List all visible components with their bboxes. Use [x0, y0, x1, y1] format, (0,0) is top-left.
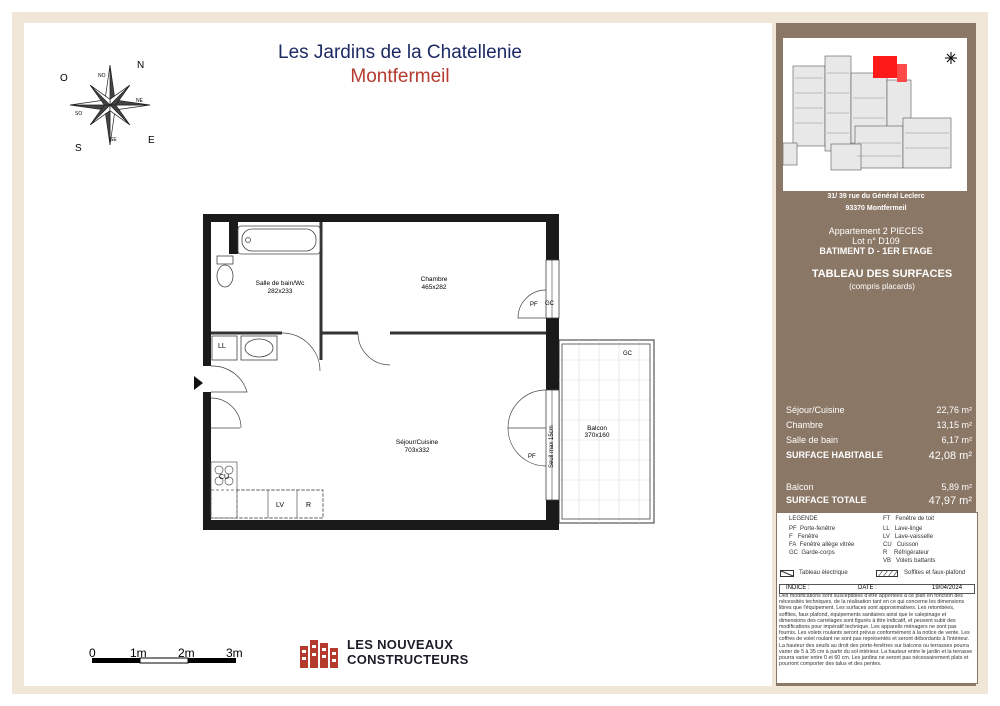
balcony-dims: 370x160 — [584, 432, 610, 439]
compass-ne: NE — [136, 98, 143, 104]
scale-label: 1m — [130, 646, 147, 660]
scale-label: 3m — [226, 646, 243, 660]
apartment-building: BATIMENT D - 1ER ETAGE — [819, 246, 933, 256]
surface-row-value: 22,76 m² — [936, 405, 972, 415]
balcony-label: Balcon — [587, 425, 607, 432]
surface-row — [786, 420, 972, 430]
index-label: INDICE : — [786, 585, 810, 591]
pf-label-bedroom: PF — [530, 302, 538, 308]
surface-habitable-value: 42,08 m² — [928, 450, 972, 462]
apartment-type: Appartement 2 PIECES — [828, 226, 924, 236]
legend-soffites: Soffites et faux-plafond — [904, 570, 966, 576]
apartment-lot: Lot n° D109 — [852, 236, 900, 246]
legend-text: Fenêtre allège vitrée — [799, 542, 855, 548]
surface-row-label: Séjour/Cuisine — [786, 405, 845, 415]
r-label: R — [306, 502, 312, 509]
surface-row — [786, 405, 972, 415]
legend-code: PF — [789, 526, 797, 532]
surfaces-title: TABLEAU DES SURFACES — [811, 268, 953, 280]
bathroom-dims: 282x233 — [267, 288, 293, 295]
surface-balcon-row — [786, 482, 972, 492]
date-value: 19/04/2024 — [932, 585, 963, 591]
date-label: DATE : — [858, 585, 877, 591]
project-title: Les Jardins de la Chatellenie — [278, 42, 522, 63]
legend-code: R — [883, 550, 888, 556]
surface-total-row — [786, 495, 972, 505]
legend-title: LEGENDE — [789, 516, 818, 522]
surface-balcon-value: 5,89 m² — [941, 482, 972, 492]
gc-label-balcony: GC — [623, 351, 632, 357]
gc-label-bedroom: GC — [545, 301, 554, 307]
legend-text: Cuisson — [896, 542, 919, 548]
legend-code: FT — [883, 516, 891, 522]
brand-logo-icon — [300, 638, 344, 668]
compass-n: N — [137, 60, 145, 71]
compass-se: SE — [110, 137, 117, 143]
legend-text: Fenêtre — [797, 534, 819, 540]
compass-s: S — [75, 143, 82, 154]
legend-text: Volets battants — [896, 558, 936, 564]
threshold-label: Seuil max 15cm — [549, 425, 555, 468]
compass-so: SO — [75, 111, 83, 117]
disclaimer-notes: Des modifications sont susceptibles d'être apportées à ce plan en fonction des nécessités techniques, de la réalisation tant en ce qui concerne les dimensions libres que l'équipement. Les surfaces sont approximatives. Les retombées, soffites, faux plafond, équipements sanitaires ainsi que le calepinage et dimensions des carrelages sont figurés à titre indicatif, et peuvent subir des modifications pour impératif technique. Les appareils ménagers ne sont pas fournis. Les volets roulants seront prévus conformément à la notice de vente. Les coffres de volet roulant ne sont pas représentés et seront débordants à l'intérieur. La hauteur des seuils au droit des porte-fenêtres sur balcons ou terrasses pourra varier de 5 à 35 cm à partir du sol intérieur. La hauteur entre le jardin et la terrasse pourra varier entre 0 et 60 cm. Les jardins ne seront pas nécessairement plats et pourront comporter des talus et des pentes. — [779, 593, 973, 668]
surface-total-value: 47,97 m² — [928, 495, 972, 507]
surface-row-label: Salle de bain — [786, 435, 839, 445]
surface-row-value: 6,17 m² — [941, 435, 972, 445]
compass-o: O — [60, 73, 68, 84]
pf-label-living: PF — [528, 454, 536, 460]
surface-habitable-row — [786, 450, 972, 460]
legend-text: Fenêtre de toit — [895, 516, 935, 522]
building-map — [783, 38, 967, 191]
bathroom-label: Salle de bain/Wc — [255, 280, 305, 287]
legend-code: LL — [883, 526, 890, 532]
brand-line1: LES NOUVEAUX — [347, 637, 454, 652]
legend-code: GC — [789, 550, 798, 556]
scale-label: 2m — [178, 646, 195, 660]
legend-code: VB — [883, 558, 892, 564]
ll-label: LL — [218, 343, 226, 350]
project-city: Montfermeil — [350, 66, 450, 87]
apartment-highlight — [873, 56, 897, 78]
surfaces-subtitle: (compris placards) — [849, 282, 915, 291]
compass-e: E — [148, 135, 155, 146]
living-label: Séjour/Cuisine — [395, 439, 439, 446]
brand-line2: CONSTRUCTEURS — [347, 652, 469, 667]
surface-total-label: SURFACE TOTALE — [786, 495, 867, 505]
surface-row — [786, 435, 972, 445]
electric-panel-icon — [780, 570, 794, 577]
bedroom-dims: 465x282 — [421, 284, 447, 291]
cu-label: CU — [219, 474, 230, 481]
legend-text: Réfrigérateur — [894, 550, 930, 556]
surface-habitable-label: SURFACE HABITABLE — [786, 450, 883, 460]
bedroom-label: Chambre — [420, 276, 448, 283]
surface-row-value: 13,15 m² — [936, 420, 972, 430]
legend-text: Garde-corps — [801, 550, 835, 556]
compass-no: NO — [98, 73, 106, 79]
scale-label: 0 — [89, 646, 96, 660]
legend-code: CU — [883, 542, 892, 548]
soffit-hatch-icon — [876, 570, 898, 577]
legend-tableau: Tableau électrique — [799, 570, 848, 576]
address-street: 31/ 39 rue du Général Leclerc — [827, 193, 925, 200]
legend-code: FA — [789, 542, 797, 548]
scale-bar — [88, 655, 248, 667]
living-dims: 703x332 — [404, 447, 430, 454]
legend-text: Porte-fenêtre — [800, 526, 836, 532]
surface-balcon-label: Balcon — [786, 482, 814, 492]
surface-row-label: Chambre — [786, 420, 824, 430]
address-city: 93370 Montfermeil — [845, 205, 907, 212]
legend-text: Lave-linge — [894, 526, 923, 532]
legend-code: LV — [883, 534, 890, 540]
legend-code: F — [789, 534, 793, 540]
legend-text: Lave-vaisselle — [894, 534, 933, 540]
lv-label: LV — [276, 502, 285, 509]
